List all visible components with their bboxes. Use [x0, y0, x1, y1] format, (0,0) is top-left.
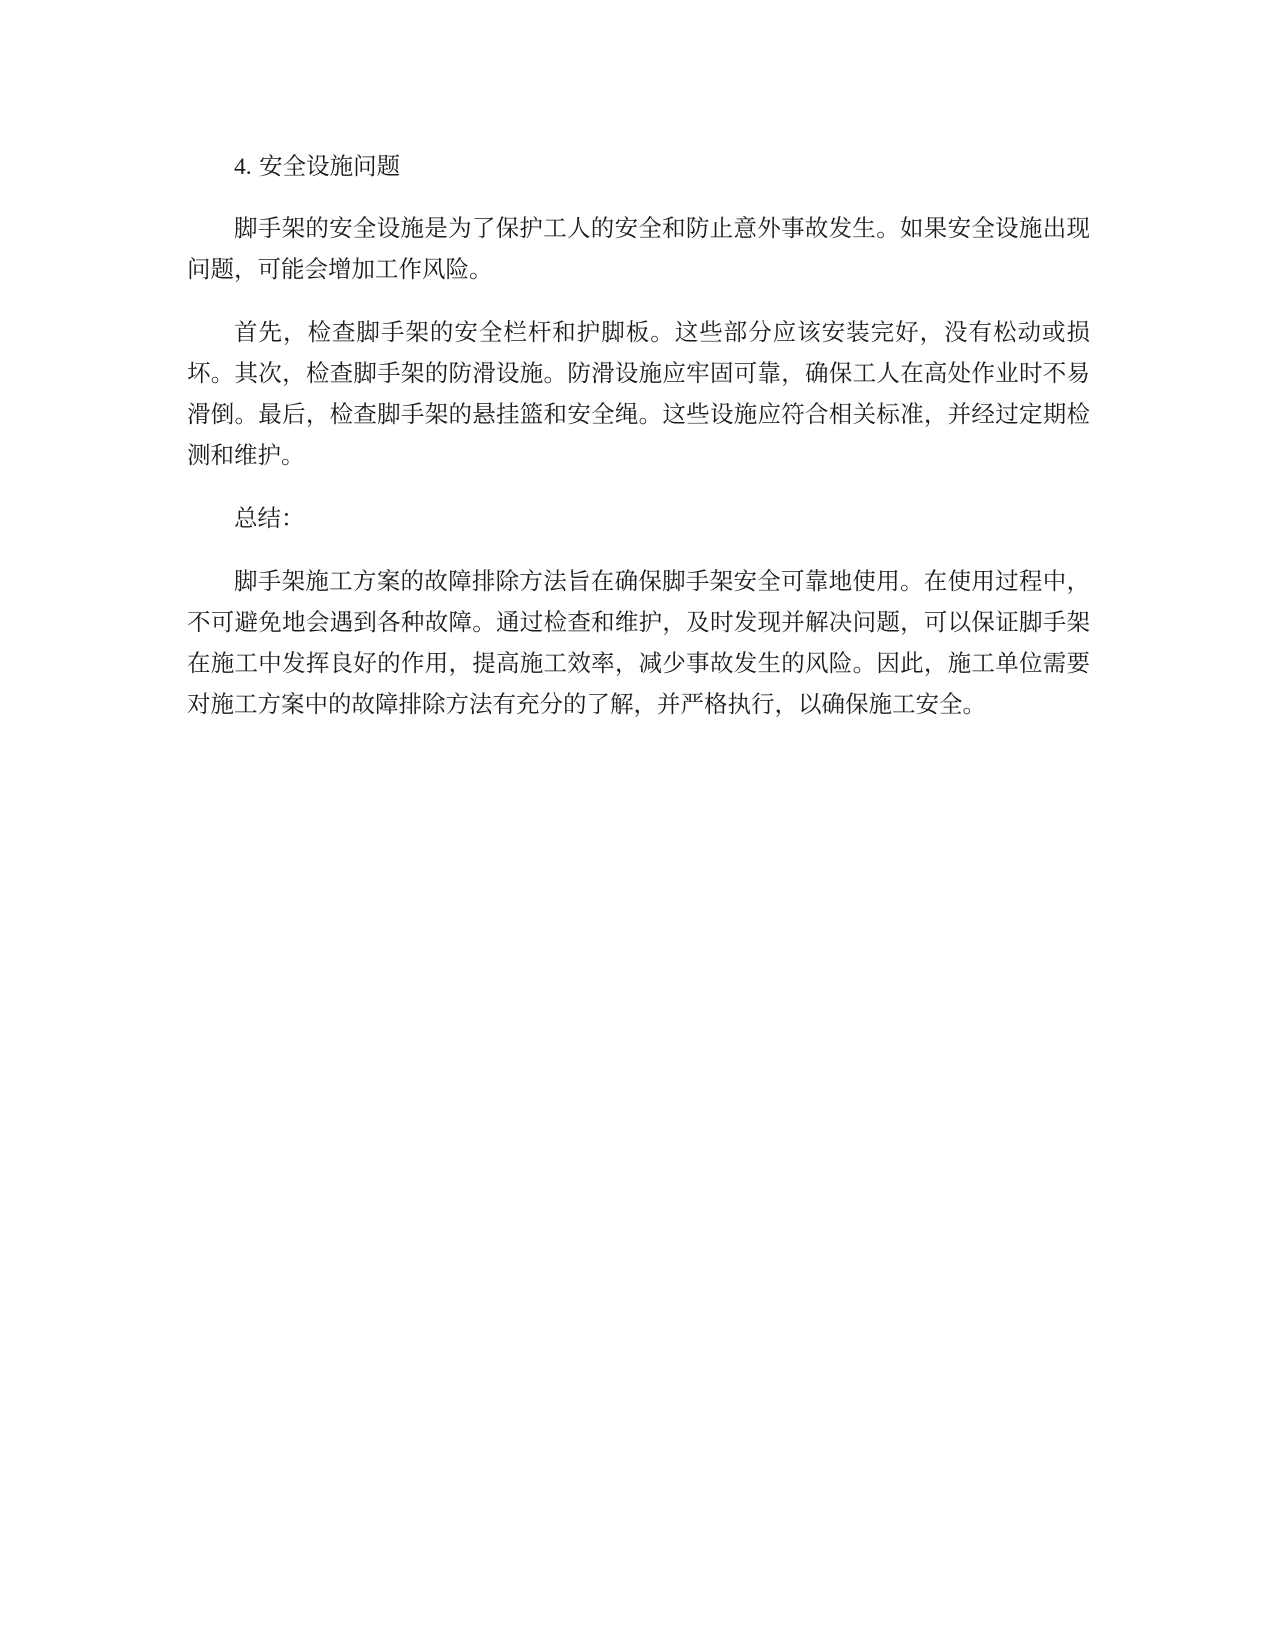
summary-label: 总结： [234, 504, 305, 532]
summary-paragraph: 脚手架施工方案的故障排除方法旨在确保脚手架安全可靠地使用。在使用过程中，不可避免地会遇到各种故障。通过检查和维护，及时发现并解决问题，可以保证脚手架在施工中发挥良好的作用，提高施工效率，减少事故发生的风险。因此，施工单位需要对施工方案中的故障排除方法有充分的了解，并严格执行，以确保施工安全。 [187, 567, 1090, 718]
paragraph-intro: 脚手架的安全设施是为了保护工人的安全和防止意外事故发生。如果安全设施出现问题，可能会增加工作风险。 [187, 214, 1090, 283]
document-body [187, 146, 1090, 747]
section-number: 4. [234, 154, 252, 180]
section-title: 安全设施问题 [259, 152, 401, 180]
paragraph-checks: 首先，检查脚手架的安全栏杆和护脚板。这些部分应该安装完好，没有松动或损坏。其次，检查脚手架的防滑设施。防滑设施应牢固可靠，确保工人在高处作业时不易滑倒。最后，检查脚手架的悬挂篮和安全绳。这些设施应符合相关标准，并经过定期检测和维护。 [187, 318, 1090, 469]
section-heading [187, 146, 1090, 188]
